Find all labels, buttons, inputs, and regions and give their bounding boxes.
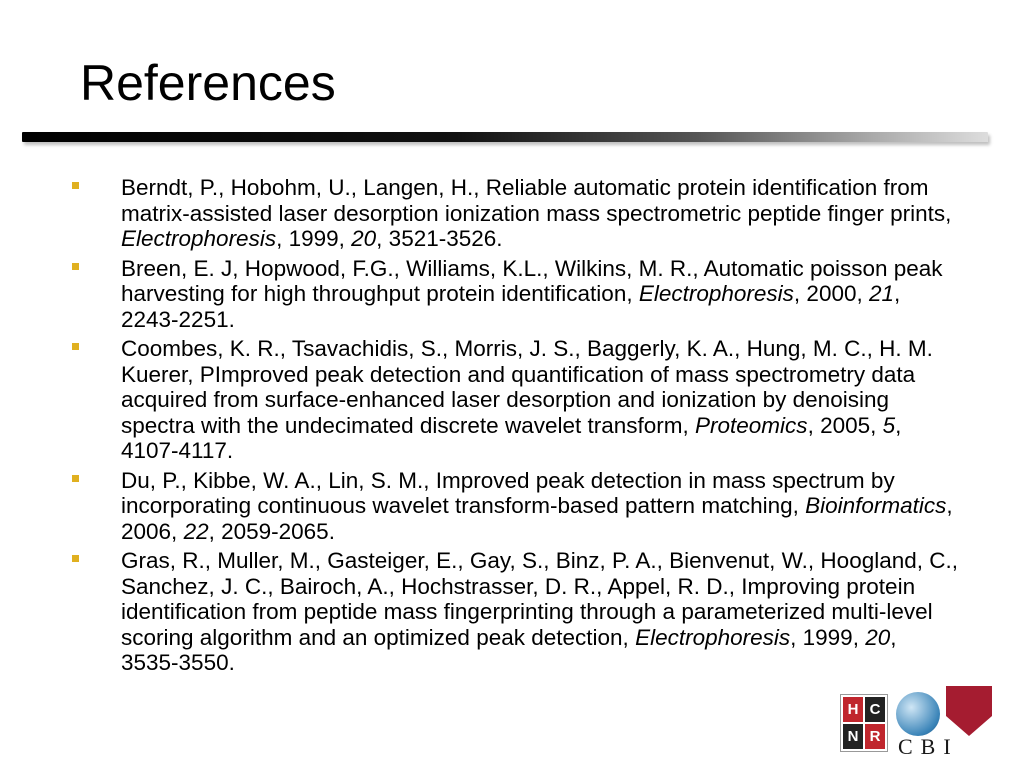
reference-text: Breen, E. J, Hopwood, F.G., Williams, K.L., Wilkins, M. R., Automatic poisson peak harvesting for high throughput protein identification, bbox=[121, 255, 943, 306]
square-bullet-icon bbox=[72, 182, 79, 189]
journal-name: Proteomics bbox=[695, 412, 808, 438]
journal-name: Electrophoresis bbox=[635, 624, 791, 650]
journal-name: Electrophoresis bbox=[638, 281, 794, 306]
reference-pages: , 3521-3526. bbox=[376, 226, 503, 251]
journal-volume: 5 bbox=[882, 412, 896, 438]
square-bullet-icon bbox=[72, 343, 79, 350]
reference-pages: , 4107-4117. bbox=[121, 412, 902, 463]
hcnr-letter: H bbox=[843, 697, 863, 722]
journal-volume: 22 bbox=[183, 518, 209, 544]
title-divider bbox=[22, 132, 988, 142]
journal-name: Electrophoresis bbox=[121, 226, 277, 251]
reference-pages: , 2059-2065. bbox=[208, 518, 335, 544]
reference-item bbox=[0, 468, 960, 545]
square-bullet-icon bbox=[72, 475, 79, 482]
journal-volume: 20 bbox=[865, 624, 891, 650]
reference-text: Berndt, P., Hobohm, U., Langen, H., Reliable automatic protein identification from matrix-assisted laser desorption ionization mass spectrometric peptide finger prints, bbox=[121, 175, 952, 226]
reference-year: , 2005, bbox=[807, 412, 883, 438]
reference-item bbox=[0, 548, 960, 676]
institution-logos bbox=[840, 686, 1010, 758]
reference-item bbox=[0, 336, 960, 464]
cbi-logo-text: CBI bbox=[898, 734, 959, 759]
reference-item bbox=[0, 175, 960, 252]
reference-item bbox=[0, 256, 960, 333]
hcnr-letter: N bbox=[843, 724, 863, 749]
journal-name: Bioinformatics bbox=[805, 493, 947, 518]
reference-year: , 1999, bbox=[276, 226, 352, 251]
reference-text: Du, P., Kibbe, W. A., Lin, S. M., Improved peak detection in mass spectrum by incorporating continuous wavelet transform-based pattern matching, bbox=[121, 467, 895, 518]
slide-title: References bbox=[80, 55, 336, 111]
reference-text: Gras, R., Muller, M., Gasteiger, E., Gay, S., Binz, P. A., Bienvenut, W., Hoogland, C., Sanchez, J. C., Bairoch, A., Hochstrasser, D. R., Appel, R. D., Improving protein identification from peptide mass fingerprinting through a parameterized multi-level scoring algorithm and an optimized peak detection, bbox=[121, 548, 959, 650]
reference-pages: , 2243-2251. bbox=[121, 281, 901, 332]
reference-year: , 2006, bbox=[121, 493, 953, 544]
globe-logo-icon bbox=[896, 692, 940, 736]
harvard-shield-icon bbox=[946, 686, 992, 736]
square-bullet-icon bbox=[72, 263, 79, 270]
journal-volume: 21 bbox=[868, 281, 895, 306]
reference-list bbox=[0, 175, 960, 680]
reference-pages: , 3535-3550. bbox=[121, 624, 897, 675]
reference-year: , 1999, bbox=[790, 624, 866, 650]
hcnr-letter: C bbox=[865, 697, 885, 722]
hcnr-logo bbox=[840, 694, 888, 752]
journal-volume: 20 bbox=[351, 226, 377, 251]
square-bullet-icon bbox=[72, 555, 79, 562]
reference-year: , 2000, bbox=[793, 281, 869, 306]
reference-text: Coombes, K. R., Tsavachidis, S., Morris, J. S., Baggerly, K. A., Hung, M. C., H. M. Kuerer, PImproved peak detection and quantification of mass spectrometry data acquired from surface-enhanced laser desorption and ionization by denoising spectra with the undecimated discrete wavelet transform, bbox=[121, 336, 933, 438]
hcnr-letter: R bbox=[865, 724, 885, 749]
